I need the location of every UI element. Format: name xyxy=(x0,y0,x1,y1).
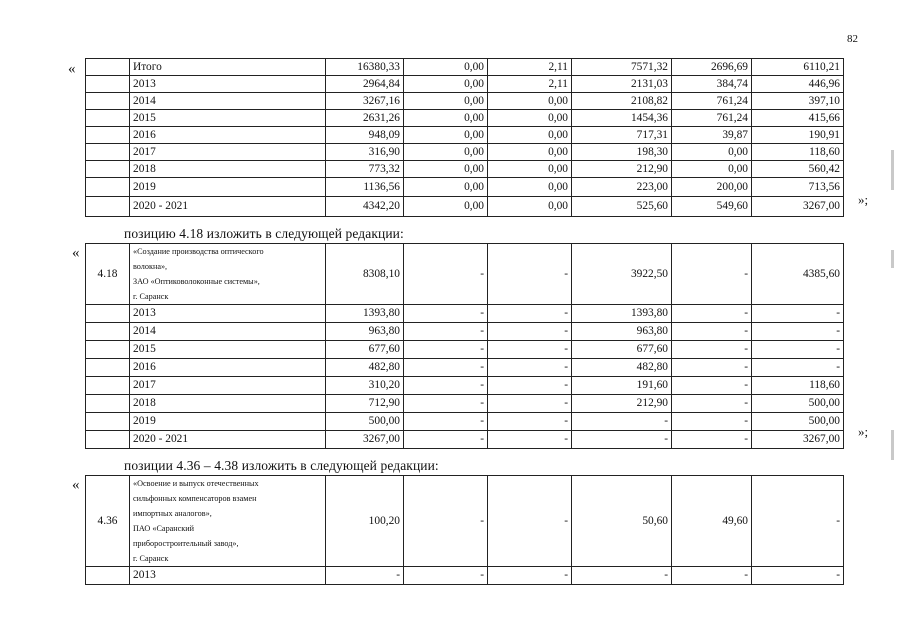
value-cell: - xyxy=(488,305,572,323)
value-cell: - xyxy=(672,244,752,305)
value-cell: 2631,26 xyxy=(326,110,404,127)
value-cell: 118,60 xyxy=(752,144,844,161)
value-cell: 200,00 xyxy=(672,178,752,197)
table-row xyxy=(86,341,844,359)
position-418-table xyxy=(85,243,844,449)
table-row xyxy=(86,178,844,197)
value-cell: 6110,21 xyxy=(752,59,844,76)
position-code: 4.36 xyxy=(86,476,130,567)
value-cell: - xyxy=(488,567,572,585)
value-cell: 0,00 xyxy=(488,161,572,178)
value-cell: 446,96 xyxy=(752,76,844,93)
value-cell: 223,00 xyxy=(572,178,672,197)
totals-table xyxy=(85,58,844,217)
value-cell: - xyxy=(752,323,844,341)
value-cell: 0,00 xyxy=(404,93,488,110)
description-line: ЗАО «Оптиковолоконные системы», xyxy=(133,277,260,286)
blank-cell xyxy=(86,59,130,76)
value-cell: - xyxy=(404,567,488,585)
description-line: «Освоение и выпуск отечественных xyxy=(133,479,259,488)
value-cell: - xyxy=(404,431,488,449)
blank-cell xyxy=(86,76,130,93)
close-quote-1: »; xyxy=(858,192,869,207)
description-line: ПАО «Саранский xyxy=(133,524,195,533)
value-cell: 0,00 xyxy=(488,127,572,144)
position-description xyxy=(130,244,326,305)
blank-cell xyxy=(86,377,130,395)
value-cell: 415,66 xyxy=(752,110,844,127)
position-main-row xyxy=(86,244,844,305)
value-cell: 4385,60 xyxy=(752,244,844,305)
blank-cell xyxy=(86,567,130,585)
value-cell: 191,60 xyxy=(572,377,672,395)
year-label: 2013 xyxy=(130,567,326,585)
value-cell: 212,90 xyxy=(572,161,672,178)
blank-cell xyxy=(86,341,130,359)
value-cell: 0,00 xyxy=(404,110,488,127)
position-436-table xyxy=(85,475,844,585)
scan-edge-mark xyxy=(891,150,894,190)
value-cell: 3922,50 xyxy=(572,244,672,305)
value-cell: 963,80 xyxy=(572,323,672,341)
description-line: импортных аналогов», xyxy=(133,509,212,518)
value-cell: - xyxy=(488,359,572,377)
year-label: 2014 xyxy=(130,323,326,341)
value-cell: 8308,10 xyxy=(326,244,404,305)
year-label: Итого xyxy=(130,59,326,76)
table-row xyxy=(86,413,844,431)
value-cell: 212,90 xyxy=(572,395,672,413)
value-cell: - xyxy=(488,413,572,431)
open-quote-1: « xyxy=(68,61,76,77)
value-cell: - xyxy=(404,377,488,395)
value-cell: 0,00 xyxy=(672,161,752,178)
value-cell: 1393,80 xyxy=(326,305,404,323)
value-cell: - xyxy=(672,431,752,449)
year-label: 2017 xyxy=(130,377,326,395)
table-row xyxy=(86,567,844,585)
year-label: 2014 xyxy=(130,93,326,110)
value-cell: 7571,32 xyxy=(572,59,672,76)
blank-cell xyxy=(86,178,130,197)
value-cell: - xyxy=(672,323,752,341)
value-cell: 3267,00 xyxy=(752,197,844,217)
open-quote-2: « xyxy=(72,245,80,261)
table-row xyxy=(86,110,844,127)
value-cell: 0,00 xyxy=(404,127,488,144)
value-cell: 761,24 xyxy=(672,93,752,110)
value-cell: 0,00 xyxy=(488,197,572,217)
value-cell: - xyxy=(488,323,572,341)
open-quote-3: « xyxy=(72,477,80,493)
value-cell: 2108,82 xyxy=(572,93,672,110)
close-quote-2: »; xyxy=(858,424,869,439)
blank-cell xyxy=(86,93,130,110)
value-cell: 4342,20 xyxy=(326,197,404,217)
value-cell: 1136,56 xyxy=(326,178,404,197)
description-line: г. Саранск xyxy=(133,554,169,563)
value-cell: 0,00 xyxy=(488,93,572,110)
value-cell: - xyxy=(404,341,488,359)
value-cell: 49,60 xyxy=(672,476,752,567)
table-row xyxy=(86,144,844,161)
value-cell: 717,31 xyxy=(572,127,672,144)
blank-cell xyxy=(86,359,130,377)
year-label: 2019 xyxy=(130,178,326,197)
value-cell: 50,60 xyxy=(572,476,672,567)
value-cell: - xyxy=(672,359,752,377)
year-label: 2015 xyxy=(130,110,326,127)
description-line: сильфонных компенсаторов взамен xyxy=(133,494,257,503)
value-cell: 677,60 xyxy=(572,341,672,359)
value-cell: 0,00 xyxy=(404,161,488,178)
description-line: г. Саранск xyxy=(133,292,169,301)
value-cell: - xyxy=(488,244,572,305)
value-cell: 0,00 xyxy=(404,76,488,93)
value-cell: 761,24 xyxy=(672,110,752,127)
value-cell: - xyxy=(752,476,844,567)
value-cell: - xyxy=(572,431,672,449)
value-cell: 2696,69 xyxy=(672,59,752,76)
table-row xyxy=(86,59,844,76)
value-cell: - xyxy=(672,395,752,413)
year-label: 2016 xyxy=(130,359,326,377)
value-cell: 963,80 xyxy=(326,323,404,341)
value-cell: - xyxy=(672,413,752,431)
table-row xyxy=(86,359,844,377)
value-cell: 482,80 xyxy=(572,359,672,377)
value-cell: - xyxy=(488,395,572,413)
value-cell: 0,00 xyxy=(404,178,488,197)
blank-cell xyxy=(86,197,130,217)
page-number: 82 xyxy=(847,33,858,45)
value-cell: 118,60 xyxy=(752,377,844,395)
scan-edge-mark xyxy=(891,430,894,460)
value-cell: 560,42 xyxy=(752,161,844,178)
value-cell: - xyxy=(404,413,488,431)
value-cell: - xyxy=(672,305,752,323)
value-cell: 384,74 xyxy=(672,76,752,93)
value-cell: 712,90 xyxy=(326,395,404,413)
value-cell: 2964,84 xyxy=(326,76,404,93)
value-cell: 316,90 xyxy=(326,144,404,161)
value-cell: 0,00 xyxy=(404,59,488,76)
blank-cell xyxy=(86,110,130,127)
value-cell: - xyxy=(488,431,572,449)
year-label: 2019 xyxy=(130,413,326,431)
value-cell: - xyxy=(326,567,404,585)
section-436-heading: позиции 4.36 – 4.38 изложить в следующей редакции: xyxy=(124,458,439,473)
value-cell: - xyxy=(752,305,844,323)
value-cell: - xyxy=(752,341,844,359)
value-cell: 0,00 xyxy=(488,110,572,127)
table-row xyxy=(86,76,844,93)
value-cell: 3267,16 xyxy=(326,93,404,110)
position-main-row xyxy=(86,476,844,567)
value-cell: - xyxy=(404,305,488,323)
value-cell: 549,60 xyxy=(672,197,752,217)
value-cell: 1393,80 xyxy=(572,305,672,323)
description-line: «Создание производства оптического xyxy=(133,247,264,256)
value-cell: 2,11 xyxy=(488,76,572,93)
value-cell: 190,91 xyxy=(752,127,844,144)
table-row xyxy=(86,431,844,449)
value-cell: 100,20 xyxy=(326,476,404,567)
description-line: волокна», xyxy=(133,262,168,271)
table-row xyxy=(86,323,844,341)
value-cell: 0,00 xyxy=(404,144,488,161)
value-cell: - xyxy=(752,359,844,377)
year-label: 2020 - 2021 xyxy=(130,197,326,217)
value-cell: 482,80 xyxy=(326,359,404,377)
value-cell: 2,11 xyxy=(488,59,572,76)
value-cell: - xyxy=(672,377,752,395)
value-cell: - xyxy=(752,567,844,585)
value-cell: - xyxy=(404,359,488,377)
blank-cell xyxy=(86,161,130,178)
table-row xyxy=(86,197,844,217)
blank-cell xyxy=(86,431,130,449)
value-cell: - xyxy=(672,341,752,359)
value-cell: 948,09 xyxy=(326,127,404,144)
value-cell: 773,32 xyxy=(326,161,404,178)
value-cell: 3267,00 xyxy=(752,431,844,449)
value-cell: 500,00 xyxy=(326,413,404,431)
blank-cell xyxy=(86,127,130,144)
year-label: 2016 xyxy=(130,127,326,144)
scan-edge-mark xyxy=(891,250,894,268)
blank-cell xyxy=(86,323,130,341)
blank-cell xyxy=(86,413,130,431)
value-cell: 500,00 xyxy=(752,395,844,413)
value-cell: 0,00 xyxy=(488,178,572,197)
value-cell: 198,30 xyxy=(572,144,672,161)
table-row xyxy=(86,305,844,323)
value-cell: - xyxy=(488,377,572,395)
year-label: 2013 xyxy=(130,305,326,323)
section-418-heading: позицию 4.18 изложить в следующей редакции: xyxy=(124,226,404,241)
description-line: приборостроительный завод», xyxy=(133,539,239,548)
year-label: 2015 xyxy=(130,341,326,359)
value-cell: 0,00 xyxy=(672,144,752,161)
table-row xyxy=(86,127,844,144)
value-cell: 16380,33 xyxy=(326,59,404,76)
table-row xyxy=(86,377,844,395)
value-cell: 525,60 xyxy=(572,197,672,217)
value-cell: 713,56 xyxy=(752,178,844,197)
value-cell: - xyxy=(404,395,488,413)
value-cell: - xyxy=(404,244,488,305)
table-row xyxy=(86,161,844,178)
year-label: 2018 xyxy=(130,161,326,178)
value-cell: 0,00 xyxy=(404,197,488,217)
position-description xyxy=(130,476,326,567)
blank-cell xyxy=(86,395,130,413)
value-cell: - xyxy=(488,476,572,567)
value-cell: - xyxy=(572,567,672,585)
value-cell: - xyxy=(404,323,488,341)
blank-cell xyxy=(86,144,130,161)
value-cell: 39,87 xyxy=(672,127,752,144)
value-cell: - xyxy=(672,567,752,585)
value-cell: - xyxy=(572,413,672,431)
value-cell: 310,20 xyxy=(326,377,404,395)
blank-cell xyxy=(86,305,130,323)
year-label: 2018 xyxy=(130,395,326,413)
value-cell: 2131,03 xyxy=(572,76,672,93)
table-row xyxy=(86,93,844,110)
value-cell: 3267,00 xyxy=(326,431,404,449)
year-label: 2013 xyxy=(130,76,326,93)
value-cell: 0,00 xyxy=(488,144,572,161)
table-row xyxy=(86,395,844,413)
value-cell: 1454,36 xyxy=(572,110,672,127)
value-cell: 397,10 xyxy=(752,93,844,110)
value-cell: 500,00 xyxy=(752,413,844,431)
value-cell: - xyxy=(404,476,488,567)
position-code: 4.18 xyxy=(86,244,130,305)
value-cell: - xyxy=(488,341,572,359)
value-cell: 677,60 xyxy=(326,341,404,359)
year-label: 2017 xyxy=(130,144,326,161)
year-label: 2020 - 2021 xyxy=(130,431,326,449)
